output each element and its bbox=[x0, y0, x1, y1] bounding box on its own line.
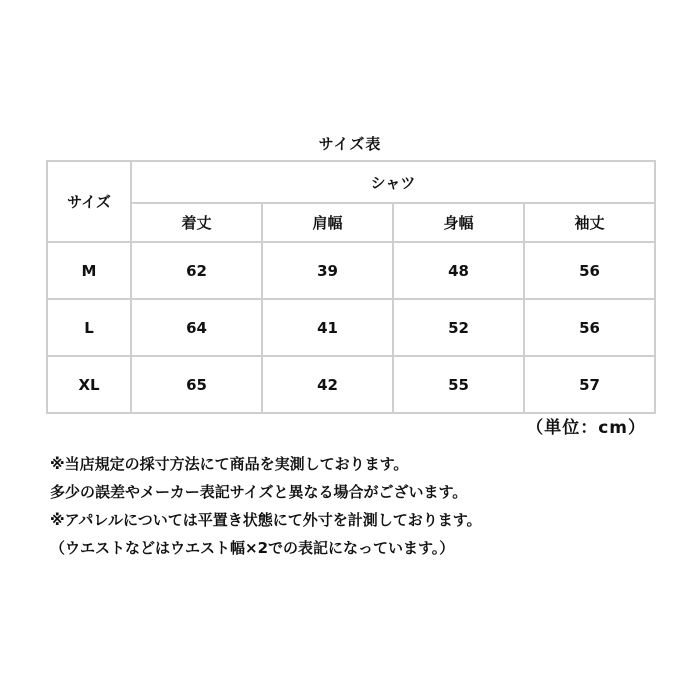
size-table bbox=[46, 160, 656, 414]
table-row bbox=[47, 242, 655, 299]
group-header-shirt: シャツ bbox=[131, 161, 655, 203]
size-label: XL bbox=[47, 356, 131, 413]
note-line: （ウエストなどはウエスト幅×2での表記になっています。） bbox=[50, 539, 455, 557]
column-header-shoulder: 肩幅 bbox=[262, 203, 393, 242]
table-cell: 57 bbox=[524, 356, 655, 413]
size-label: M bbox=[47, 242, 131, 299]
table-row bbox=[47, 356, 655, 413]
column-header-chest: 身幅 bbox=[393, 203, 524, 242]
note-line: 多少の誤差やメーカー表記サイズと異なる場合がございます。 bbox=[50, 483, 468, 501]
column-header-length: 着丈 bbox=[131, 203, 262, 242]
table-cell: 39 bbox=[262, 242, 393, 299]
table-cell: 56 bbox=[524, 242, 655, 299]
size-label: L bbox=[47, 299, 131, 356]
page-title: サイズ表 bbox=[318, 135, 382, 153]
unit-label: （単位：cm） bbox=[526, 418, 646, 438]
table-cell: 65 bbox=[131, 356, 262, 413]
table-cell: 48 bbox=[393, 242, 524, 299]
table-cell: 62 bbox=[131, 242, 262, 299]
note-line: ※当店規定の採寸方法にて商品を実測しております。 bbox=[50, 455, 409, 473]
column-header-sleeve: 袖丈 bbox=[524, 203, 655, 242]
table-cell: 41 bbox=[262, 299, 393, 356]
table-cell: 55 bbox=[393, 356, 524, 413]
table-cell: 52 bbox=[393, 299, 524, 356]
table-cell: 64 bbox=[131, 299, 262, 356]
table-header-row bbox=[47, 161, 655, 203]
notes-block bbox=[50, 450, 670, 562]
row-header-label: サイズ bbox=[47, 161, 131, 242]
note-line: ※アパレルについては平置き状態にて外寸を計測しております。 bbox=[50, 511, 482, 529]
table-subheader-row bbox=[47, 203, 655, 242]
table-cell: 56 bbox=[524, 299, 655, 356]
table-row bbox=[47, 299, 655, 356]
table-cell: 42 bbox=[262, 356, 393, 413]
